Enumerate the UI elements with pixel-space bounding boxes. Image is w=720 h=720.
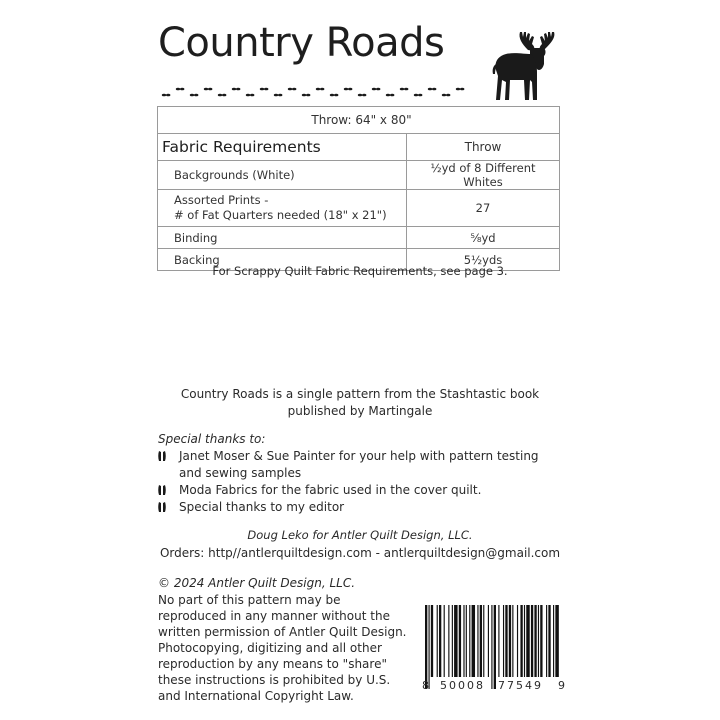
barcode-digits bbox=[422, 679, 567, 693]
row-label: Backing bbox=[158, 249, 407, 271]
page-title: Country Roads bbox=[158, 20, 445, 66]
moose-hoof-icon bbox=[158, 485, 166, 496]
copyright-title: © 2024 Antler Quilt Design, LLC. bbox=[158, 576, 356, 590]
fabric-requirements-table bbox=[157, 106, 560, 271]
row-label-line: Assorted Prints - bbox=[174, 193, 269, 207]
author-credit: Doug Leko for Antler Quilt Design, LLC. bbox=[247, 528, 473, 542]
thanks-list bbox=[158, 448, 558, 516]
throw-column-header: Throw bbox=[407, 134, 560, 161]
row-label: Binding bbox=[158, 227, 407, 249]
copyright-text: No part of this pattern may be reproduced in any manner without the written permission of Antler Quilt Design. Photocopying, digitizing and all other reproduction by any means to "share" these instructions is prohibited by U.S. and International Copyright Law. bbox=[158, 593, 407, 703]
row-label bbox=[158, 190, 407, 227]
row-value: 5½yds bbox=[407, 249, 560, 271]
throw-size-label: Throw: 64" x 80" bbox=[158, 107, 560, 134]
barcode-digit-last: 9 bbox=[558, 679, 565, 692]
scrappy-note: For Scrappy Quilt Fabric Requirements, see page 3. bbox=[212, 264, 508, 278]
table-header-row bbox=[158, 134, 560, 161]
barcode-digits-left: 50008 bbox=[440, 679, 485, 692]
list-item bbox=[158, 482, 558, 499]
barcode-digit-first: 8 bbox=[422, 679, 429, 692]
moose-tracks-icon bbox=[160, 82, 470, 102]
list-item bbox=[158, 499, 558, 516]
thanks-item-text: Special thanks to my editor bbox=[179, 500, 345, 514]
row-label: Backgrounds (White) bbox=[158, 161, 407, 190]
about-text: Country Roads is a single pattern from the Stashtastic book published by Martingale bbox=[180, 387, 540, 418]
orders-contact: Orders: http//antlerquiltdesign.com - antlerquiltdesign@gmail.com bbox=[159, 546, 561, 560]
list-item bbox=[158, 448, 558, 482]
barcode bbox=[425, 605, 560, 689]
table-row bbox=[158, 107, 560, 134]
table-row bbox=[158, 227, 560, 249]
row-value: ½yd of 8 Different Whites bbox=[407, 161, 560, 190]
fabric-requirements-heading: Fabric Requirements bbox=[158, 134, 407, 161]
moose-icon bbox=[490, 30, 570, 102]
moose-hoof-icon bbox=[158, 451, 166, 462]
moose-hoof-icon bbox=[158, 502, 166, 513]
table-row bbox=[158, 161, 560, 190]
row-label-line: # of Fat Quarters needed (18" x 21") bbox=[174, 208, 387, 222]
thanks-title: Special thanks to: bbox=[158, 432, 266, 446]
thanks-item-text: Moda Fabrics for the fabric used in the cover quilt. bbox=[179, 483, 482, 497]
row-value: 27 bbox=[407, 190, 560, 227]
barcode-digits-right: 77549 bbox=[498, 679, 543, 692]
table-row bbox=[158, 190, 560, 227]
row-value: ⅝yd bbox=[407, 227, 560, 249]
thanks-item-text: Janet Moser & Sue Painter for your help with pattern testing and sewing samples bbox=[179, 449, 539, 480]
